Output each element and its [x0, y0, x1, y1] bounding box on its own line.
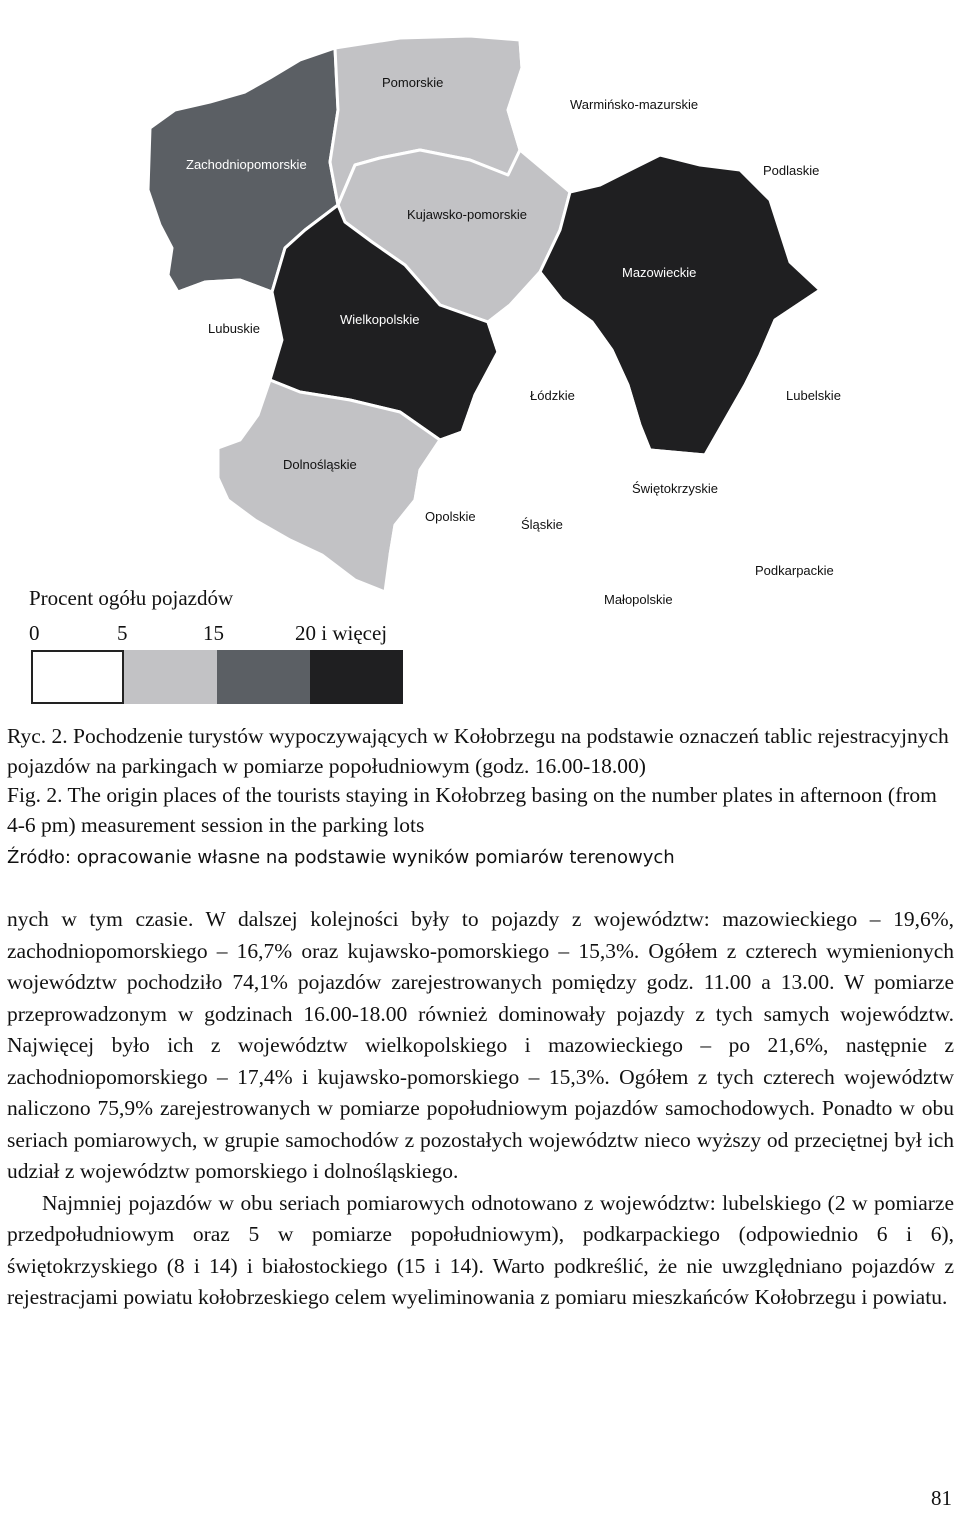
map-label-opolskie: Opolskie	[425, 509, 476, 524]
map-label-podkarpackie: Podkarpackie	[755, 563, 834, 578]
caption-source: Źródło: opracowanie własne na podstawie wyników pomiarów terenowych	[7, 847, 675, 868]
map-label-wielkopolskie: Wielkopolskie	[340, 312, 420, 327]
map-label-mazowieckie: Mazowieckie	[622, 265, 697, 280]
map-label-zachodniopomorskie: Zachodniopomorskie	[186, 157, 307, 172]
legend-tick: 20 i więcej	[295, 621, 388, 645]
figure-captions	[7, 722, 955, 873]
paragraph: Najmniej pojazdów w obu seriach pomiarowych odnotowano z województw: lubelskiego (2 w pomiarze przedpołudniowym oraz 5 w pomiarze popołudniowym), podkarpackiego (odpowiednio 6 i 6), świętokrzyskiego (8 i 14) i białostockiego (15 i 14). Warto podkreślić, że nie uwzględniano pojazdów z rejestracjami powiatu kołobrzeskiego celem wyeliminowania z pomiaru mieszkańców Kołobrzegu i powiatu.	[7, 1190, 954, 1309]
caption-english: Fig. 2. The origin places of the tourists staying in Kołobrzeg basing on the number plates in afternoon (from 4-6 pm) measurement session in the parking lots	[7, 783, 937, 837]
map-label-slaskie: Śląskie	[521, 517, 563, 532]
caption-polish: Ryc. 2. Pochodzenie turystów wypoczywających w Kołobrzegu na podstawie oznaczeń tablic rejestracyjnych pojazdów na parkingach w pomiarze popołudniowym (godz. 16.00-18.00)	[7, 724, 949, 778]
map-label-podlaskie: Podlaskie	[763, 163, 820, 178]
map-label-lubuskie: Lubuskie	[208, 321, 261, 336]
map-label-swietokrzyskie: Świętokrzyskie	[632, 481, 718, 496]
body-text	[7, 904, 954, 1314]
legend-swatch	[124, 650, 217, 704]
legend-ticks	[29, 621, 409, 647]
paragraph: nych w tym czasie. W dalszej kolejności były to pojazdy z województw: mazowieckiego – 19,6%, zachodniopomorskiego – 16,7% oraz kujawsko-pomorskiego – 15,3%. Ogółem z czterech wymienionych województw pochodziło 74,1% pojazdów zarejestrowanych pomiędzy godz. 11.00 a 13.00. W pomiarze przeprowadzonym w godzinach 16.00-18.00 również dominowały pojazdy z tych samych województw. Najwięcej było ich z województw wielkopolskiego i mazowieckiego – po 21,6%, następnie z zachodniopomorskiego – 17,4% i kujawsko-pomorskiego – 15,3%. Ogółem z tych czterech województw naliczono 75,9% zarejestrowanych w pomiarze popołudniowym pojazdów samochodowych. Ponadto w obu seriach pomiarowych, w grupie samochodów z pozostałych województw nieco wyższy od przeciętnej był ich udział z województw pomorskiego i dolnośląskiego.	[7, 907, 954, 1183]
legend-swatch	[310, 650, 403, 704]
map-label-lubelskie: Lubelskie	[786, 388, 841, 403]
map-label-lodzkie: Łódzkie	[530, 388, 575, 403]
legend-title: Procent ogółu pojazdów	[29, 586, 234, 610]
legend-tick: 15	[203, 621, 224, 645]
map-label-dolnoslaskie: Dolnośląskie	[283, 457, 357, 472]
page-number: 81	[931, 1486, 952, 1510]
map-label-kujawsko-pomorskie: Kujawsko-pomorskie	[407, 207, 527, 222]
map-label-pomorskie: Pomorskie	[382, 75, 444, 90]
legend-tick: 0	[29, 621, 40, 645]
map-label-malopolskie: Małopolskie	[604, 592, 673, 607]
legend-tick: 5	[117, 621, 128, 645]
legend-swatch	[31, 650, 124, 704]
map-label-warminsko-mazurskie: Warmińsko-mazurskie	[570, 97, 699, 112]
legend-swatch	[217, 650, 310, 704]
choropleth-map-figure	[0, 0, 960, 712]
